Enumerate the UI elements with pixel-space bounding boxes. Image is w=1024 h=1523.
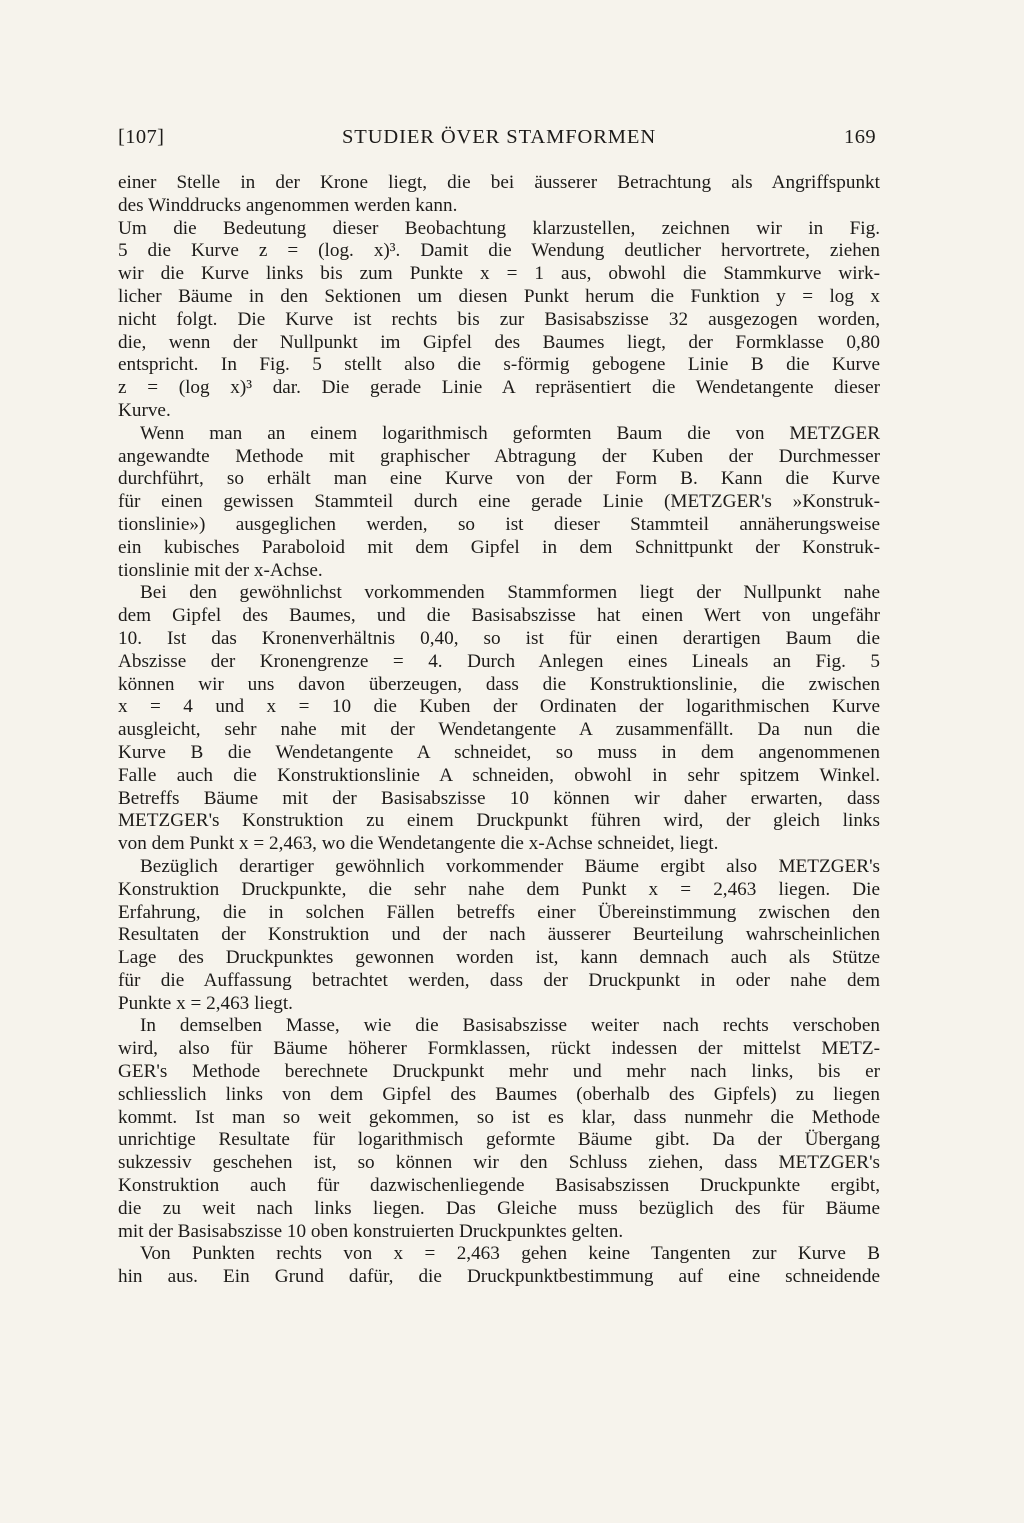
text-line: Falle auch die Konstruktionslinie A schneiden, obwohl in sehr spitzem Winkel. <box>118 764 880 786</box>
text-line: für die Auffassung betrachtet werden, dass der Druckpunkt in oder nahe dem <box>118 969 880 991</box>
text-line: einer Stelle in der Krone liegt, die bei äusserer Betrachtung als Angriffspunkt <box>118 172 880 193</box>
text-line: können wir uns davon überzeugen, dass die Konstruktionslinie, die zwischen <box>118 673 880 695</box>
text-line: angewandte Methode mit graphischer Abtragung der Kuben der Durchmesser <box>118 445 880 467</box>
text-line: licher Bäume in den Sektionen um diesen Punkt herum die Funktion y = log x <box>118 285 880 307</box>
text-line: 5 die Kurve z = (log. x)³. Damit die Wendung deutlicher hervortrete, ziehen <box>118 240 880 262</box>
text-line: In demselben Masse, wie die Basisabszisse weiter nach rechts verschoben <box>140 1015 880 1037</box>
text-line: Resultaten der Konstruktion und der nach äusserer Beurteilung wahrscheinlichen <box>118 924 880 946</box>
text-line: von dem Punkt x = 2,463, wo die Wendetangente die x-Achse schneidet, liegt. <box>118 833 719 855</box>
text-line: Von Punkten rechts von x = 2,463 gehen keine Tangenten zur Kurve B <box>140 1243 880 1265</box>
text-line: Bei den gewöhnlichst vorkommenden Stammformen liegt der Nullpunkt nahe <box>140 582 880 604</box>
text-line: sukzessiv geschehen ist, so können wir den Schluss ziehen, dass METZGER's <box>118 1152 880 1174</box>
text-line: ein kubisches Paraboloid mit dem Gipfel in dem Schnittpunkt der Konstruk- <box>118 536 880 558</box>
text-line: wird, also für Bäume höherer Formklassen, rückt indessen der mittelst METZ- <box>118 1038 880 1060</box>
text-line: hin aus. Ein Grund dafür, die Druckpunktbestimmung auf eine schneidende <box>118 1266 880 1288</box>
text-line: unrichtige Resultate für logarithmisch geformte Bäume gibt. Da der Übergang <box>118 1129 880 1151</box>
text-line: Wenn man an einem logarithmisch geformten Baum die von METZGER <box>140 422 880 444</box>
running-title: STUDIER ÖVER STAMFORMEN <box>341 126 657 148</box>
text-line: Konstruktion Druckpunkte, die sehr nahe dem Punkt x = 2,463 liegen. Die <box>118 878 880 900</box>
text-line: 10. Ist das Kronenverhältnis 0,40, so ist für einen derartigen Baum die <box>118 627 880 649</box>
text-line: des Winddrucks angenommen werden kann. <box>118 194 458 216</box>
text-line: entspricht. In Fig. 5 stellt also die s-förmig gebogene Linie B die Kurve <box>118 354 880 376</box>
text-line: z = (log x)³ dar. Die gerade Linie A repräsentiert die Wendetangente dieser <box>118 377 880 399</box>
text-line: kommt. Ist man so weit gekommen, so ist es klar, dass nunmehr die Methode <box>118 1106 880 1128</box>
text-line: GER's Methode berechnete Druckpunkt mehr und mehr nach links, bis er <box>118 1061 880 1083</box>
text-line: durchführt, so erhält man eine Kurve von der Form B. Kann die Kurve <box>118 468 880 490</box>
text-line: dem Gipfel des Baumes, und die Basisabszisse hat einen Wert von ungefähr <box>118 605 880 627</box>
text-line: Kurve B die Wendetangente A schneidet, so muss in dem angenommenen <box>118 741 880 763</box>
text-line: mit der Basisabszisse 10 oben konstruierten Druckpunktes gelten. <box>118 1220 624 1242</box>
text-line: Um die Bedeutung dieser Beobachtung klarzustellen, zeichnen wir in Fig. <box>118 217 880 239</box>
text-line: tionslinie») ausgeglichen werden, so ist dieser Stammteil annäherungsweise <box>118 513 880 535</box>
text-line: Kurve. <box>118 399 171 421</box>
text-line: ausgleicht, sehr nahe mit der Wendetangente A zusammenfällt. Da nun die <box>118 719 880 741</box>
text-line: tionslinie mit der x-Achse. <box>118 559 323 581</box>
text-line: für einen gewissen Stammteil durch eine gerade Linie (METZGER's »Konstruk- <box>118 491 880 513</box>
text-line: die zu weit nach links liegen. Das Gleiche muss bezüglich des für Bäume <box>118 1197 880 1219</box>
text-line: schliesslich links von dem Gipfel des Baumes (oberhalb des Gipfels) zu liegen <box>118 1083 880 1105</box>
text-line: Abszisse der Kronengrenze = 4. Durch Anlegen eines Lineals an Fig. 5 <box>118 650 880 672</box>
text-line: die, wenn der Nullpunkt im Gipfel des Baumes liegt, der Formklasse 0,80 <box>118 331 880 353</box>
text-line: nicht folgt. Die Kurve ist rechts bis zur Basisabszisse 32 ausgezogen worden, <box>118 308 880 330</box>
running-header <box>118 126 880 156</box>
text-line: Punkte x = 2,463 liegt. <box>118 992 293 1014</box>
text-line: METZGER's Konstruktion zu einem Druckpunkt führen wird, der gleich links <box>118 810 880 832</box>
page-number: 169 <box>844 126 876 148</box>
text-line: Betreffs Bäume mit der Basisabszisse 10 können wir daher erwarten, dass <box>118 787 880 809</box>
text-line: x = 4 und x = 10 die Kuben der Ordinaten der logarithmischen Kurve <box>118 696 880 718</box>
text-line: Lage des Druckpunktes gewonnen worden ist, kann demnach auch als Stütze <box>118 947 880 969</box>
text-line: wir die Kurve links bis zum Punkte x = 1 aus, obwohl die Stammkurve wirk- <box>118 263 880 285</box>
page-reference: [107] <box>118 126 165 148</box>
page <box>118 126 880 1289</box>
text-line: Bezüglich derartiger gewöhnlich vorkommender Bäume ergibt also METZGER's <box>140 855 880 877</box>
body-text <box>118 172 880 1289</box>
text-line: Erfahrung, die in solchen Fällen betreffs einer Übereinstimmung zwischen den <box>118 901 880 923</box>
text-line: Konstruktion auch für dazwischenliegende Basisabszissen Druckpunkte ergibt, <box>118 1175 880 1197</box>
